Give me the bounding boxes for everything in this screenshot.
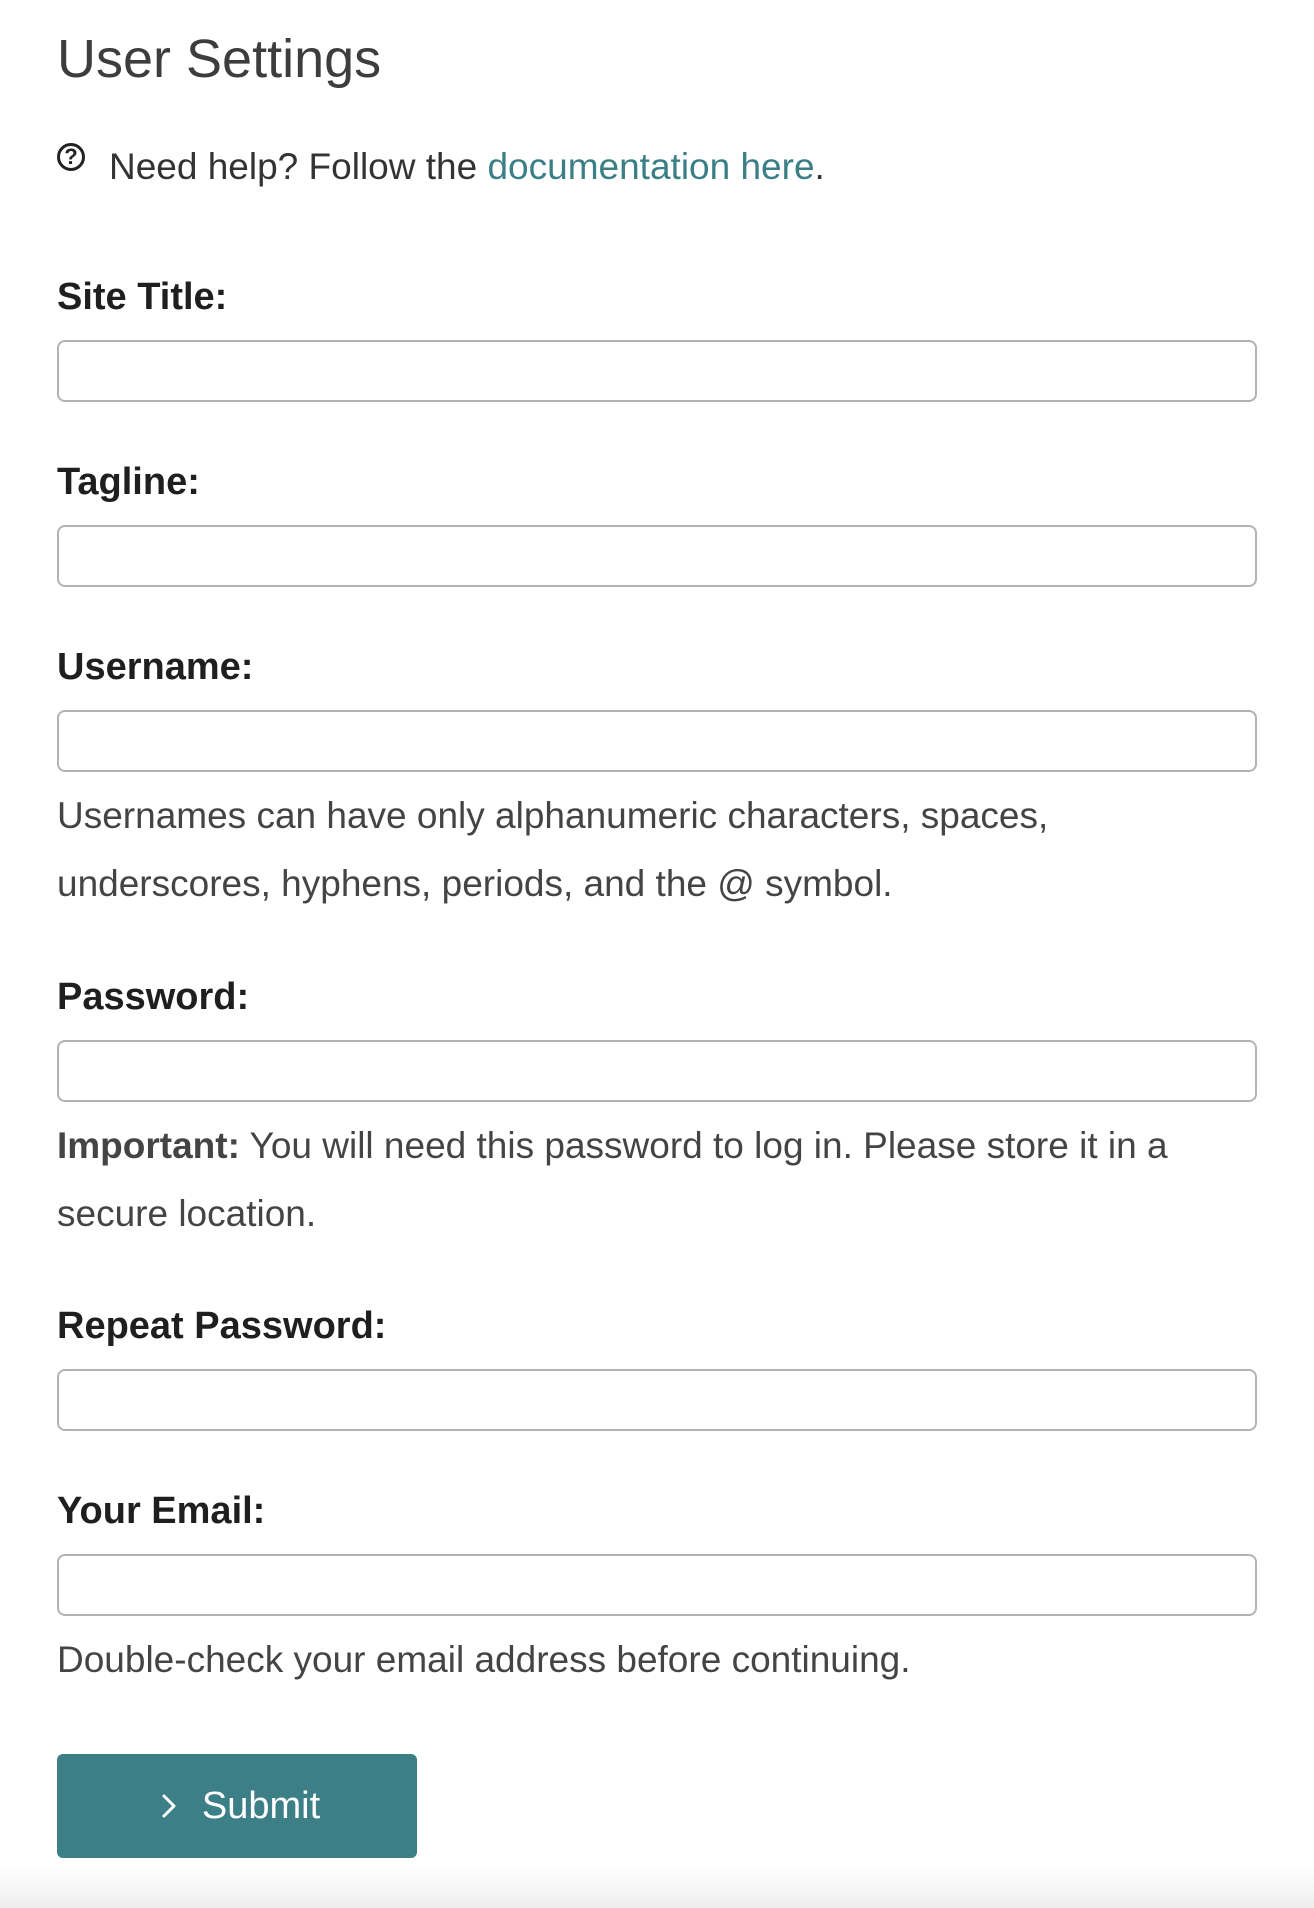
repeat-password-input[interactable]	[57, 1369, 1257, 1431]
password-hint-text: You will need this password to log in. Please store it in a secure location.	[57, 1125, 1168, 1234]
submit-label: Submit	[201, 1784, 321, 1827]
help-notice	[57, 138, 825, 196]
question-circle-icon: ?	[57, 143, 85, 171]
email-hint: Double-check your email address before continuing.	[57, 1639, 911, 1680]
repeat-password-label: Repeat Password:	[57, 1305, 387, 1347]
site-title-input[interactable]	[57, 340, 1257, 402]
help-text: Need help? Follow the	[109, 146, 488, 187]
tagline-label: Tagline:	[57, 461, 200, 503]
site-title-label: Site Title:	[57, 276, 228, 318]
documentation-link[interactable]: documentation here	[487, 146, 815, 187]
chevron-right-icon	[154, 1791, 184, 1821]
username-input[interactable]	[57, 710, 1257, 772]
password-hint-important: Important:	[57, 1125, 240, 1166]
email-label: Your Email:	[57, 1490, 266, 1532]
password-hint	[57, 1112, 1257, 1248]
password-input[interactable]	[57, 1040, 1257, 1102]
tagline-input[interactable]	[57, 525, 1257, 587]
password-label: Password:	[57, 976, 250, 1018]
username-label: Username:	[57, 646, 254, 688]
page-title: User Settings	[57, 29, 382, 89]
footer-fade	[0, 1866, 1314, 1908]
help-suffix: .	[814, 146, 825, 187]
submit-button[interactable]	[57, 1754, 417, 1858]
username-hint: Usernames can have only alphanumeric characters, spaces, underscores, hyphens, periods, and the @ symbol.	[57, 795, 1049, 904]
email-input[interactable]	[57, 1554, 1257, 1616]
